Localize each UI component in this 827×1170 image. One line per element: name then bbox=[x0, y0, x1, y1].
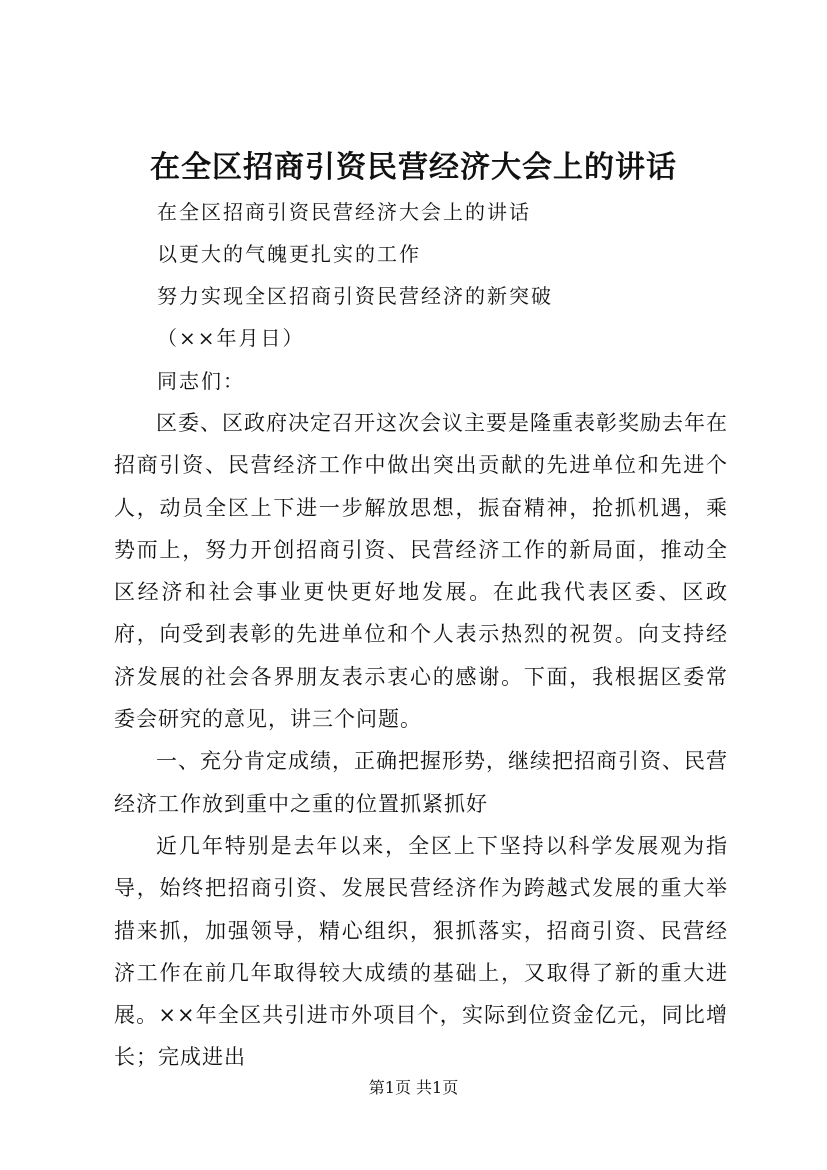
subtitle-line: 努力实现全区招商引资民营经济的新突破 bbox=[157, 284, 553, 308]
section-heading: 一、充分肯定成绩，正确把握形势，继续把招商引资、民营经济工作放到重中之重的位置抓紧抓好 bbox=[114, 749, 728, 816]
date-line: （××年月日） bbox=[157, 326, 305, 350]
document-title: 在全区招商引资民营经济大会上的讲话 bbox=[150, 150, 677, 185]
subtitle-line: 在全区招商引资民营经济大会上的讲话 bbox=[157, 200, 531, 224]
page-footer: 第1页 共1页 bbox=[368, 1078, 459, 1097]
paragraph: 近几年特别是去年以来，全区上下坚持以科学发展观为指导，始终把招商引资、发展民营经济作为跨越式发展的重大举措来抓，加强领导，精心组织，狠抓落实，招商引资、民营经济工作在前几年取得较大成绩的基础上，又取得了新的重大进展。××年全区共引进市外项目个，实际到位资金亿元，同比增长；完成进出 bbox=[114, 833, 728, 1070]
paragraph: 区委、区政府决定召开这次会议主要是隆重表彰奖励去年在招商引资、民营经济工作中做出突出贡献的先进单位和先进个人，动员全区上下进一步解放思想，振奋精神，抢抓机遇，乘势而上，努力开创招商引资、民营经济工作的新局面，推动全区经济和社会事业更快更好地发展。在此我代表区委、区政府，向受到表彰的先进单位和个人表示热烈的祝贺。向支持经济发展的社会各界朋友表示衷心的感谢。下面，我根据区委常委会研究的意见，讲三个问题。 bbox=[114, 411, 728, 732]
body-text bbox=[114, 402, 728, 1079]
salutation: 同志们： bbox=[157, 369, 245, 393]
subtitle-line: 以更大的气魄更扎实的工作 bbox=[157, 242, 421, 266]
